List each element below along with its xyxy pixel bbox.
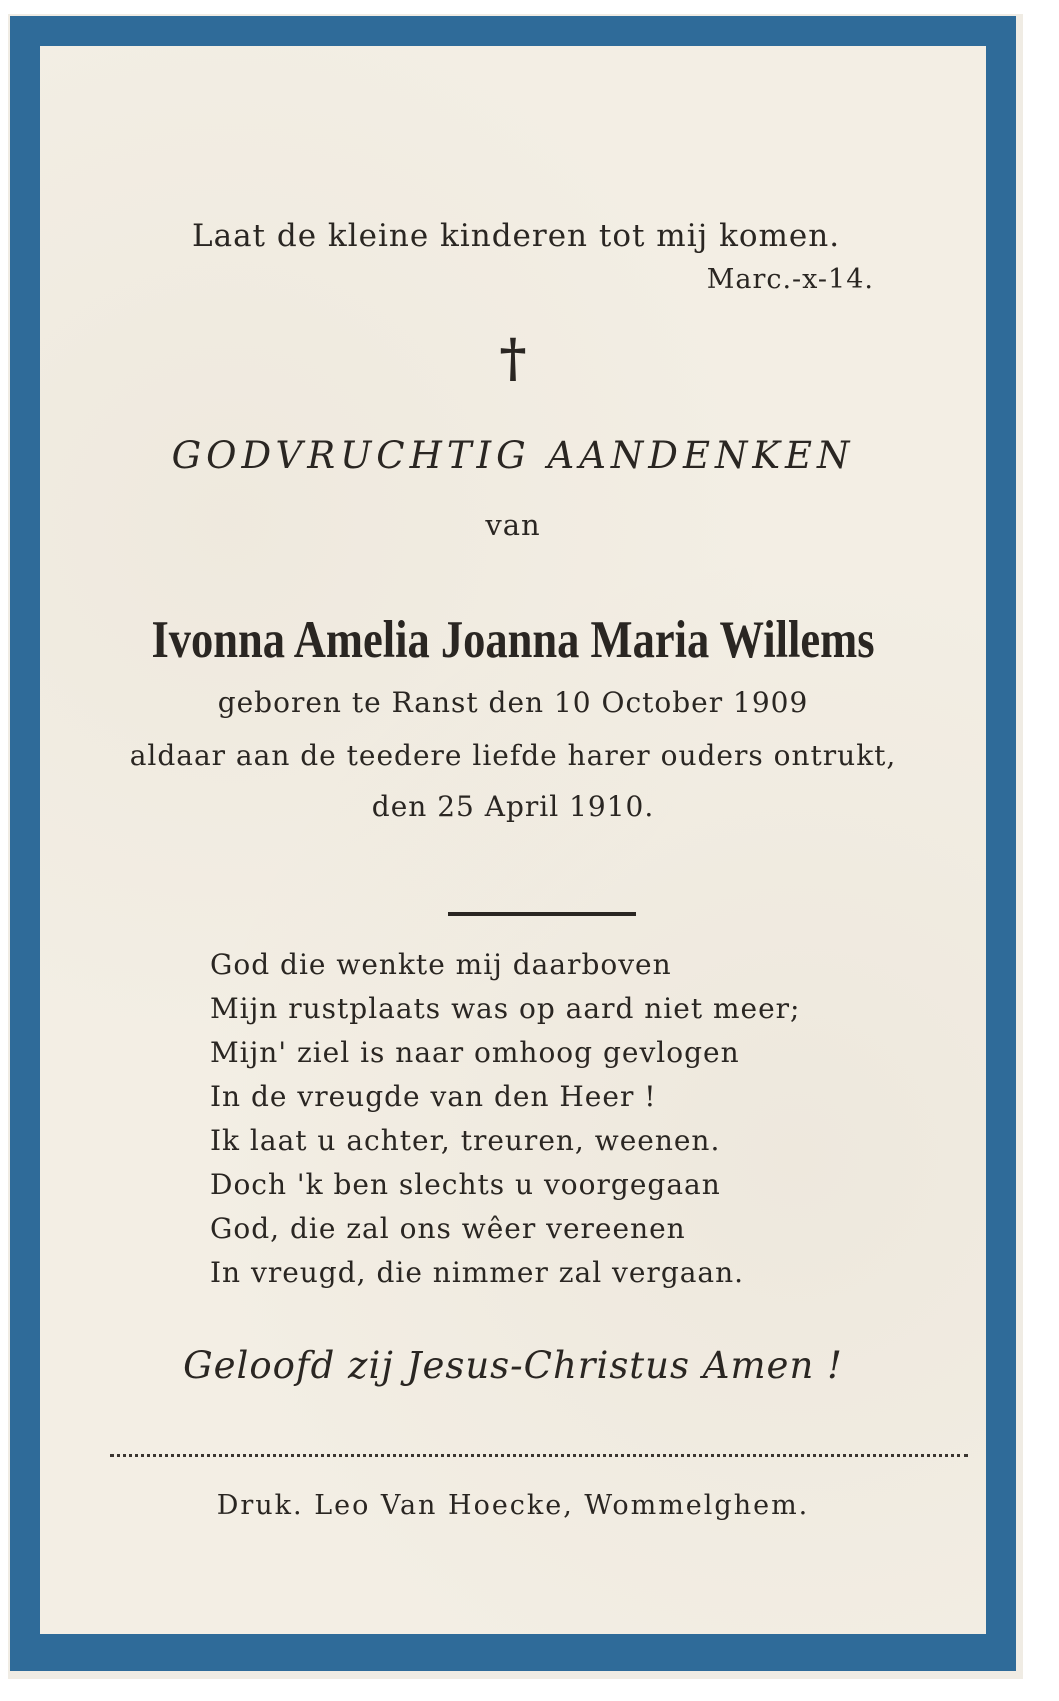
closing-prayer: Geloofd zij Jesus-Christus Amen ! [183,1344,843,1387]
death-date-line: den 25 April 1910. [371,790,655,823]
memorial-heading: GODVRUCHTIG AANDENKEN [171,434,855,477]
poem-line: God die wenkte mij daarboven [210,948,672,981]
poem-line: In vreugd, die nimmer zal vergaan. [210,1256,745,1289]
connector-word: van [485,508,541,542]
motto: Laat de kleine kinderen tot mij komen. [192,218,841,254]
printer-credit: Druk. Leo Van Hoecke, Wommelghem. [216,1490,810,1521]
poem-line: Ik laat u achter, treuren, weenen. [210,1124,721,1157]
poem-line: Doch 'k ben slechts u voorgegaan [210,1168,721,1201]
death-line: aldaar aan de teedere liefde harer ouders ontrukt, [129,739,897,772]
divider-rule [448,912,636,916]
birth-line: geboren te Ranst den 10 October 1909 [217,686,809,719]
poem-line: Mijn rustplaats was op aard niet meer; [210,992,801,1025]
dotted-divider [110,1454,968,1457]
cross-icon: † [499,328,527,389]
poem [210,943,801,1295]
motto-reference: Marc.-x-14. [706,264,874,295]
memorial-card [10,16,1016,1671]
poem-line: Mijn' ziel is naar omhoog gevlogen [210,1036,740,1069]
poem-line: In de vreugde van den Heer ! [210,1080,657,1113]
card-paper [40,46,986,1634]
poem-line: God, die zal ons wêer vereenen [210,1212,686,1245]
deceased-name: Ivonna Amelia Joanna Maria Willems [151,611,875,669]
